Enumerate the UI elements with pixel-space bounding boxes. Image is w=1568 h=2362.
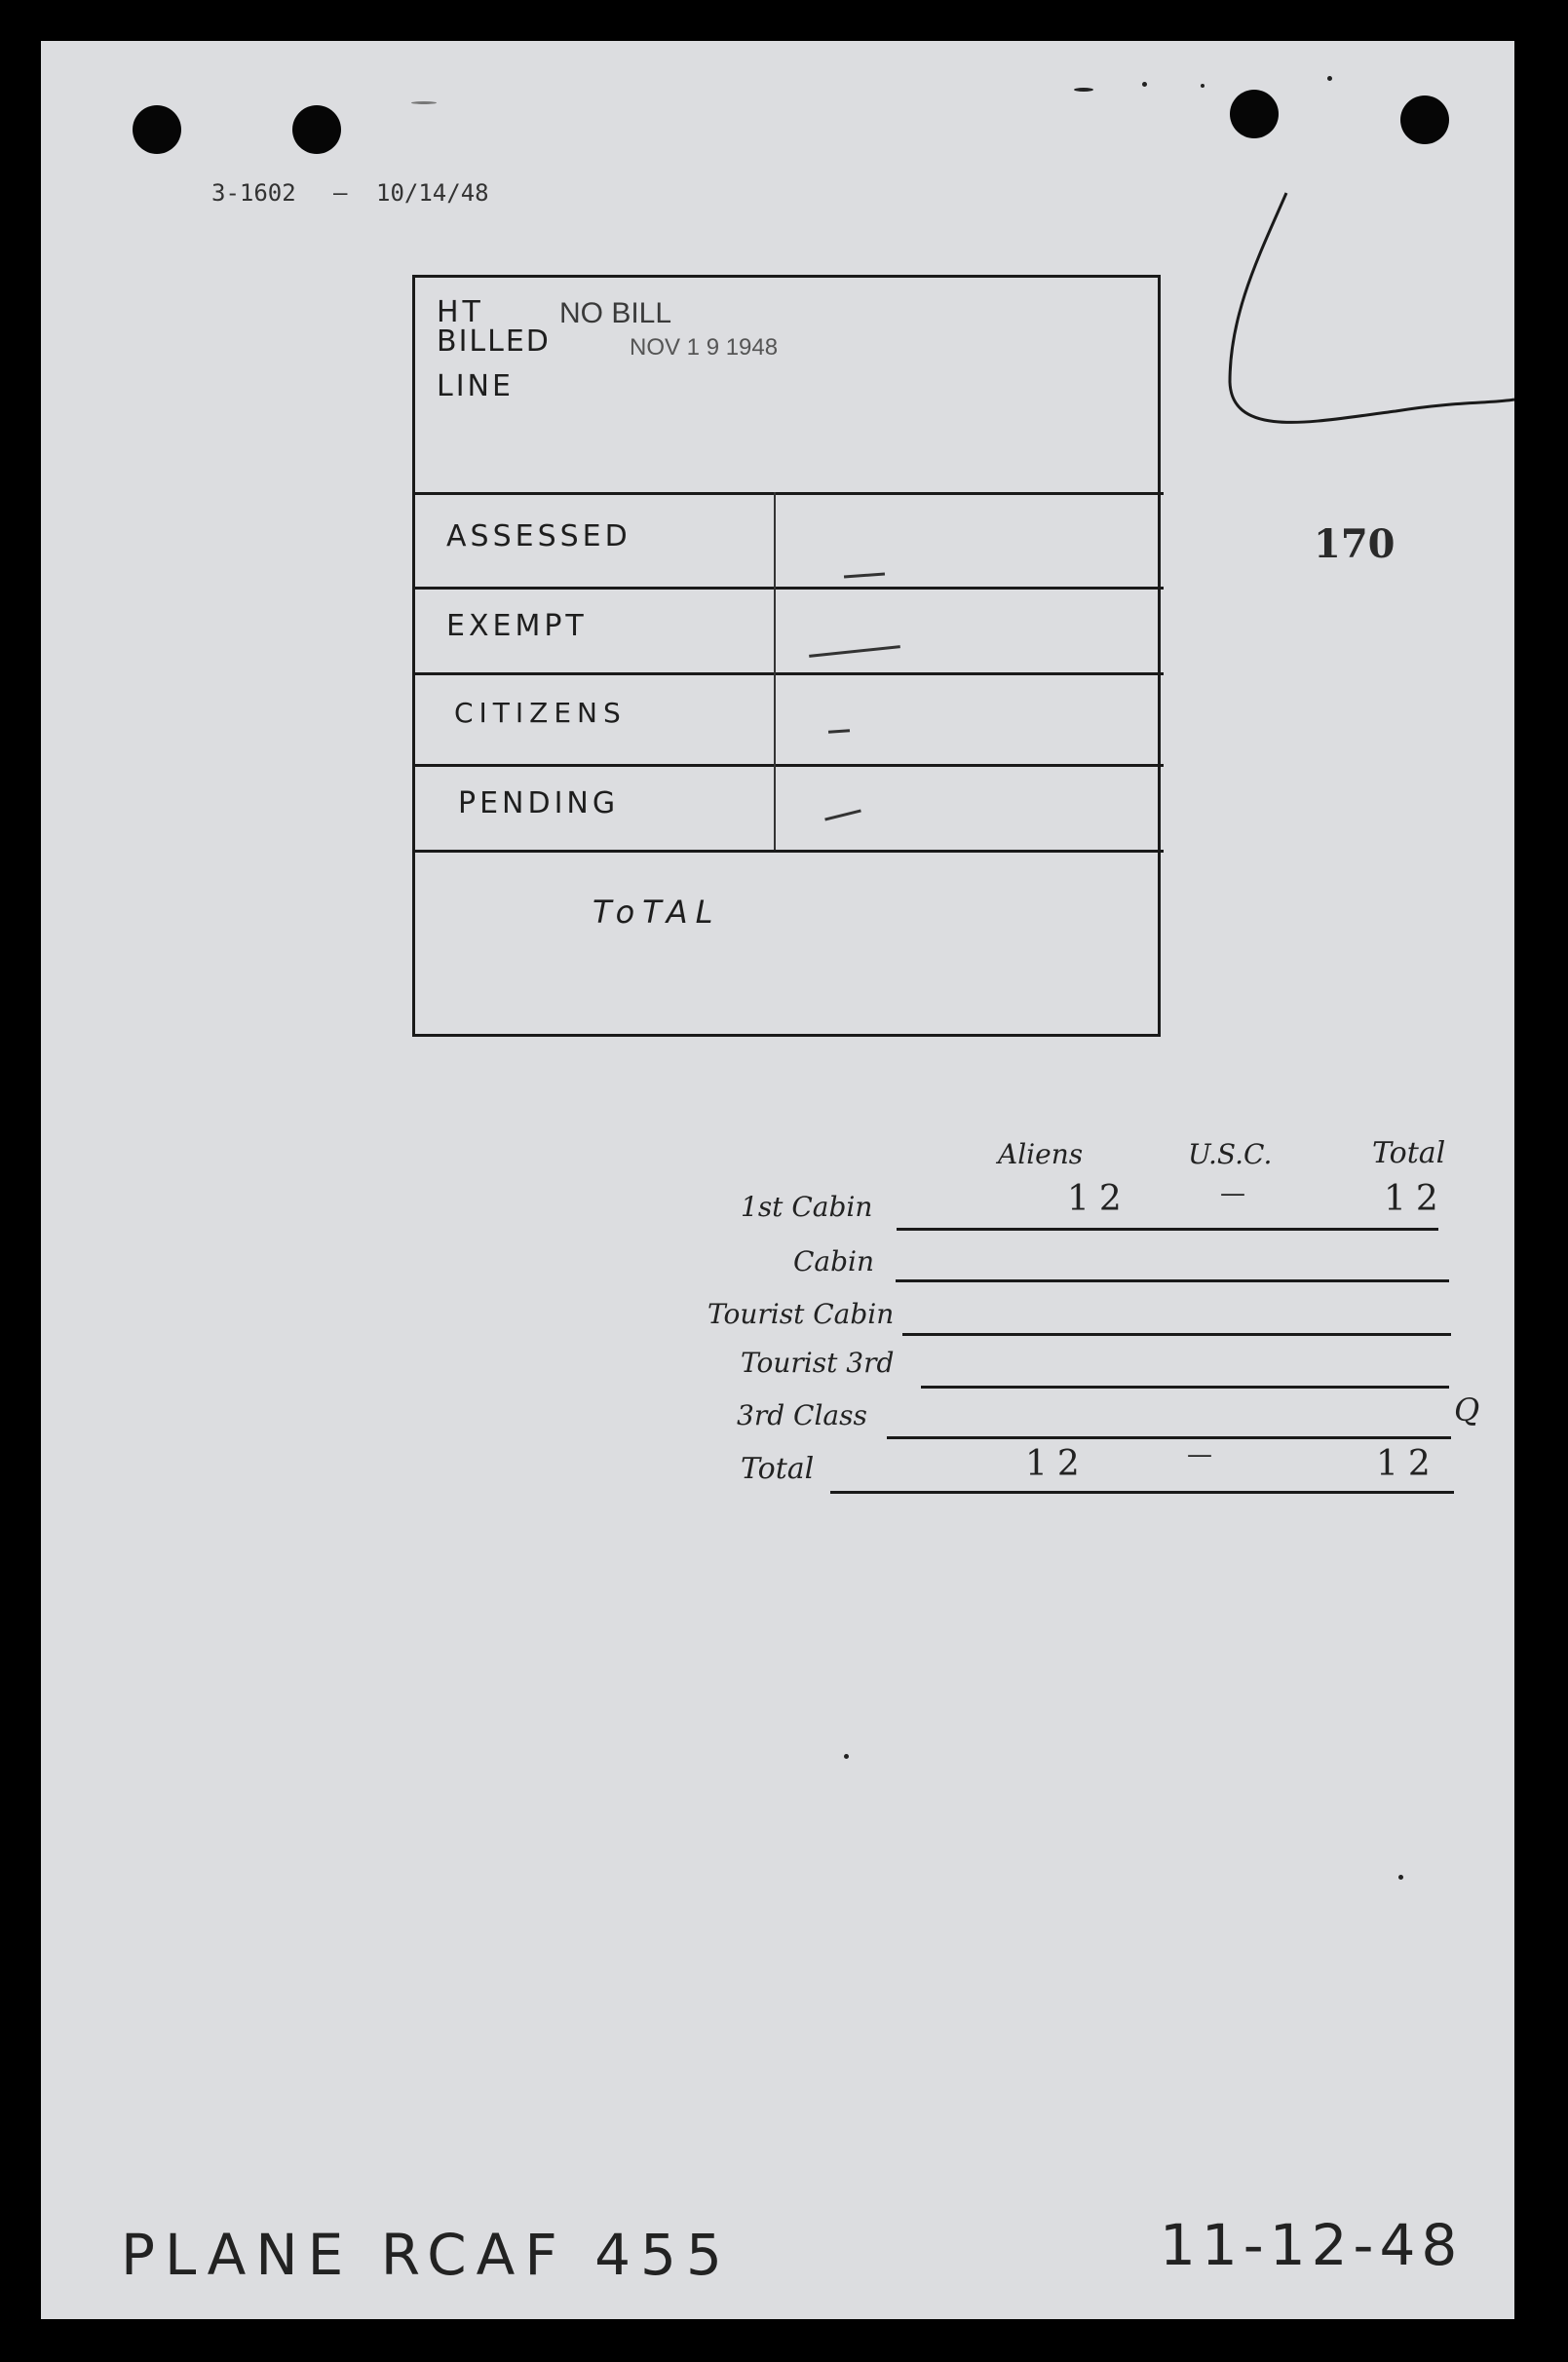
vessel-name: PLANE RCAF 455 [121, 2222, 732, 2288]
row-label-tourist-cabin: Tourist Cabin [708, 1298, 895, 1330]
aliens-header: Aliens [998, 1138, 1084, 1170]
pending-label: PENDING [458, 786, 620, 820]
scan-speck [1327, 76, 1332, 81]
assessed-label: ASSESSED [446, 519, 631, 553]
punch-hole [1400, 95, 1449, 144]
exempt-value-dash [809, 645, 900, 658]
usc-header: U.S.C. [1188, 1138, 1273, 1170]
punch-hole [292, 105, 341, 154]
exempt-label: EXEMPT [446, 609, 588, 643]
total-total: 12 [1376, 1444, 1440, 1484]
row-rule [887, 1436, 1451, 1439]
scan-speck [1142, 82, 1147, 87]
total-header: Total [1372, 1136, 1446, 1170]
divider [415, 492, 1164, 495]
scan-speck [1201, 84, 1205, 88]
row-rule [902, 1333, 1451, 1336]
assessed-value-dash [844, 573, 885, 579]
column-divider [774, 492, 776, 850]
row-label-third-class: 3rd Class [737, 1399, 867, 1431]
line-label: LINE [437, 369, 514, 403]
row-label-cabin: Cabin [793, 1245, 875, 1277]
scan-speck [1074, 88, 1093, 92]
row-rule [921, 1386, 1449, 1389]
divider [415, 672, 1164, 675]
scan-speck [844, 1754, 849, 1759]
no-bill-stamp: NO BILL [559, 297, 672, 329]
pending-value-dash [824, 809, 861, 820]
citizens-value-dash [828, 729, 850, 734]
stamp-date: NOV 1 9 1948 [630, 334, 779, 361]
row-label-tourist-third: Tourist 3rd [741, 1347, 895, 1379]
scan-speck [1398, 1875, 1403, 1880]
margin-mark: Q [1454, 1391, 1480, 1429]
total-label: ToTAL [593, 894, 721, 931]
divider [415, 764, 1164, 767]
punch-hole [1230, 90, 1279, 138]
billed-label: BILLED [437, 324, 551, 359]
total-aliens: 12 [1025, 1444, 1090, 1484]
first-cabin-total: 12 [1384, 1179, 1448, 1219]
row-rule [897, 1228, 1438, 1231]
citizens-label: CITIZENS [454, 697, 627, 729]
check-mark-icon [1162, 187, 1514, 450]
row-rule [896, 1279, 1449, 1282]
arrival-date: 11-12-48 [1160, 2212, 1464, 2278]
row-rule [830, 1491, 1454, 1494]
divider [415, 850, 1164, 853]
scan-speck [411, 101, 437, 104]
row-label-total: Total [741, 1452, 815, 1486]
file-number: 3-1602 [211, 179, 296, 207]
divider [415, 587, 1164, 590]
page-number: 170 [1314, 521, 1396, 567]
header-date: 10/14/48 [376, 179, 489, 207]
total-usc: — [1187, 1440, 1212, 1469]
ht-label: HT [437, 295, 484, 329]
manifest-page [41, 41, 1514, 2319]
punch-hole [133, 105, 181, 154]
first-cabin-usc: — [1220, 1179, 1245, 1208]
billing-stamp-box [412, 275, 1161, 1037]
row-label-first-cabin: 1st Cabin [741, 1191, 873, 1223]
header-dash: — [333, 179, 348, 207]
first-cabin-aliens: 12 [1067, 1179, 1131, 1219]
